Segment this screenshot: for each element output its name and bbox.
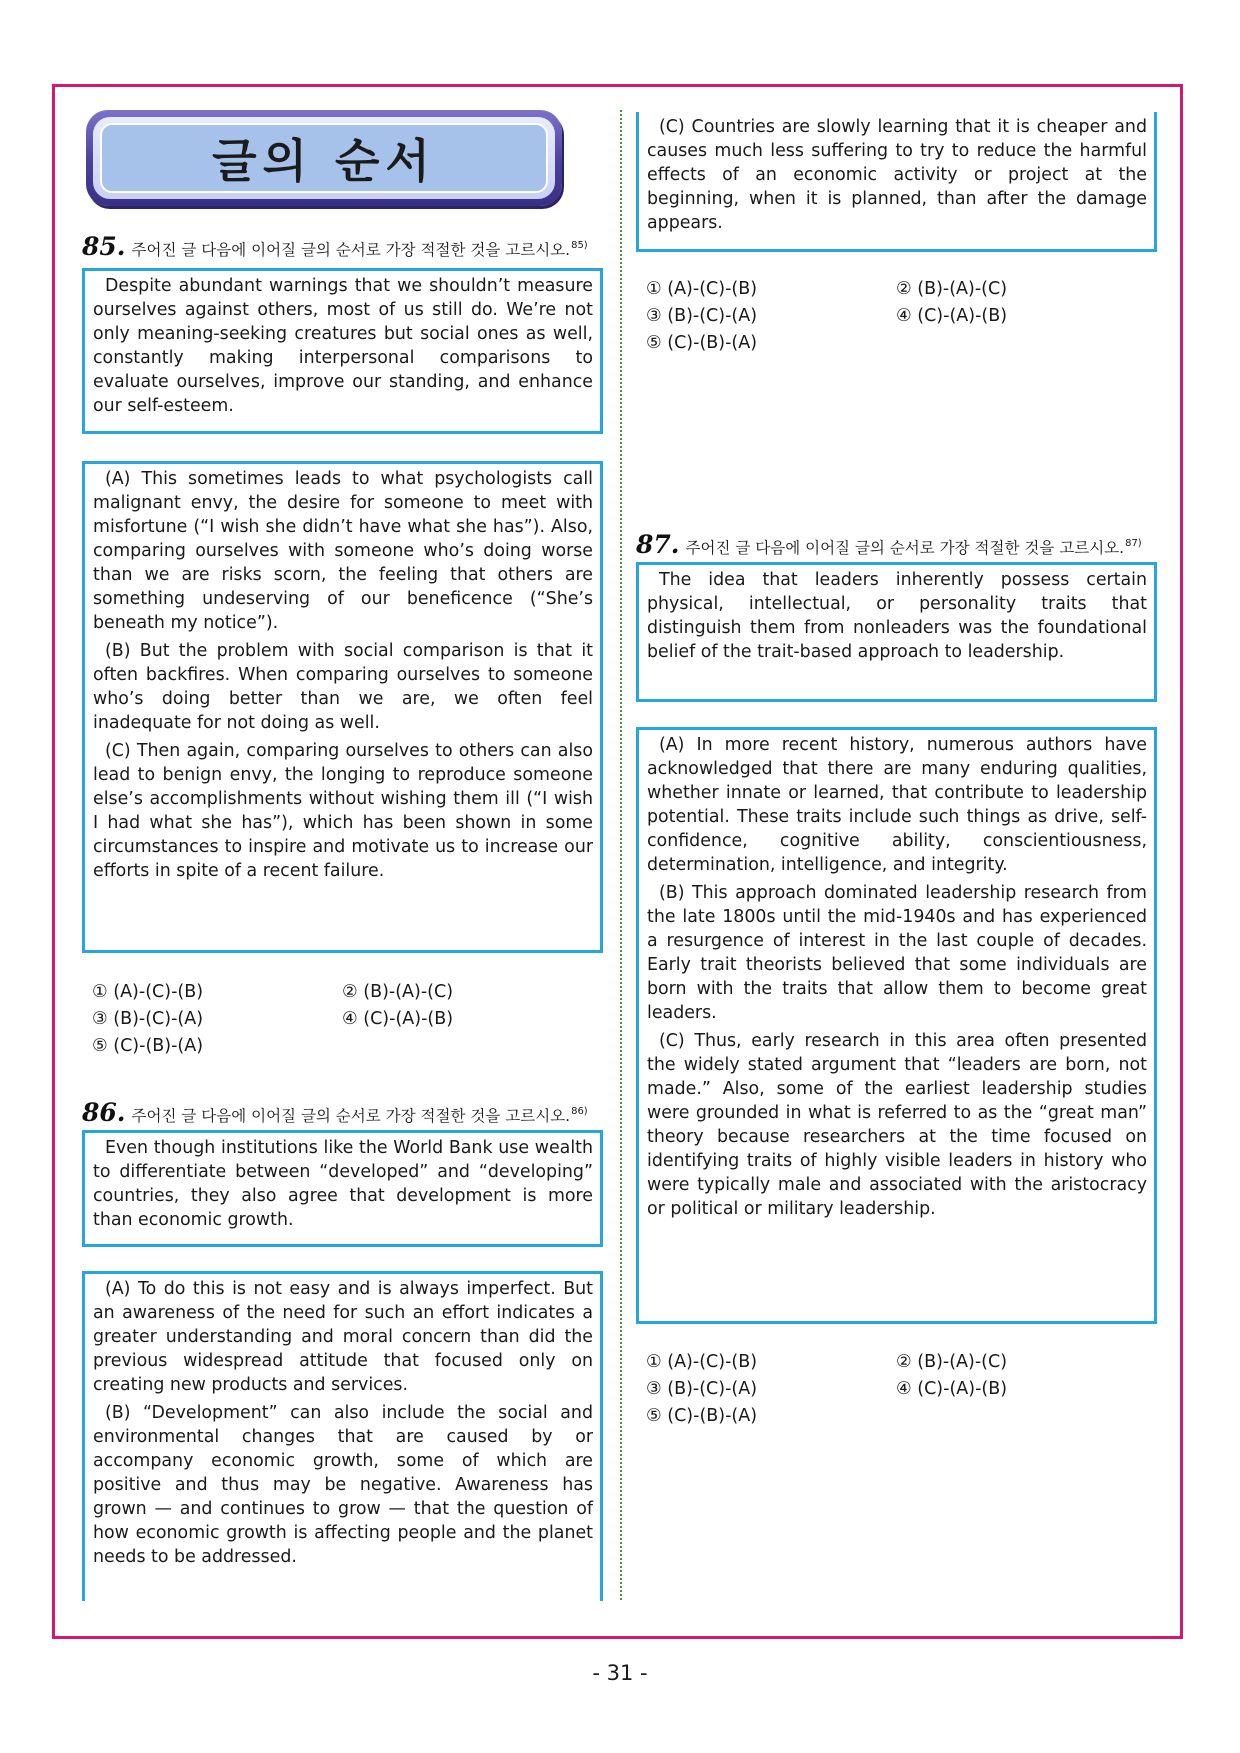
q85-given-passage [82, 268, 603, 434]
choice-2[interactable]: ② (B)-(A)-(C) [342, 982, 454, 1002]
question-number: 87. [636, 530, 680, 559]
paragraph-a: (A) This sometimes leads to what psychologists call malignant envy, the desire for someone to meet with misfortune (“I wish she didn’t have what she has”). Also, comparing ourselves with someone who’s doing worse than we are risks scorn, the feeling that others are something undeserving of our beneficence (“She’s beneath my notice”). [93, 469, 593, 633]
choice-5[interactable]: ⑤ (C)-(B)-(A) [92, 1036, 204, 1056]
paragraph-c: (C) Thus, early research in this area often presented the widely stated argument that “leaders are born, not made.” Also, some of the earliest leadership studies were grounded in what is referred to as the “great man” theory because researchers at the time focused on identifying traits of highly visible leaders in history who were typically male and associated with the aristocracy or political or military leadership. [647, 1031, 1147, 1219]
paragraph-a: (A) To do this is not easy and is always imperfect. But an awareness of the need for such an effort indicates a greater understanding and moral concern than did the previous widespread attitude that focused only on creating new products and services. [93, 1279, 593, 1395]
question-instruction: 주어진 글 다음에 이어질 글의 순서로 가장 적절한 것을 고르시오. [131, 1107, 571, 1125]
given-text: Even though institutions like the World Bank use wealth to differentiate between “developed” and “developing” countries, they also agree that development is more than economic growth. [93, 1138, 593, 1230]
paragraph-c: (C) Countries are slowly learning that it is cheaper and causes much less suffering to try to reduce the harmful effects of an economic activity or project at the beginning, when it is planned, than after the damage appears. [647, 117, 1147, 233]
paragraph-b: (B) But the problem with social comparison is that it often backfires. When comparing ourselves to someone who’s doing better than we are, we often feel inadequate for not doing as well. [93, 641, 593, 733]
choice-5[interactable]: ⑤ (C)-(B)-(A) [646, 333, 758, 353]
question-footnote-ref: 85) [571, 240, 588, 251]
question-instruction: 주어진 글 다음에 이어질 글의 순서로 가장 적절한 것을 고르시오. [131, 241, 571, 259]
choice-1[interactable]: ① (A)-(C)-(B) [646, 1352, 758, 1372]
q85-ordering-passages [82, 461, 603, 953]
choice-1[interactable]: ① (A)-(C)-(B) [646, 279, 758, 299]
choice-4[interactable]: ④ (C)-(A)-(B) [896, 306, 1008, 326]
choice-4[interactable]: ④ (C)-(A)-(B) [342, 1009, 454, 1029]
choice-2[interactable]: ② (B)-(A)-(C) [896, 1352, 1008, 1372]
q86-answer-choices [646, 277, 1146, 357]
question-number: 86. [82, 1098, 126, 1127]
paragraph-b: (B) This approach dominated leadership research from the late 1800s until the mid-1940s and has experienced a resurgence of interest in the last couple of decades. Early trait theorists believed that some individuals are born with the traits that allow them to become great leaders. [647, 883, 1147, 1023]
q87-given-passage [636, 562, 1157, 702]
question-instruction: 주어진 글 다음에 이어질 글의 순서로 가장 적절한 것을 고르시오. [685, 539, 1125, 557]
choice-3[interactable]: ③ (B)-(C)-(A) [92, 1009, 204, 1029]
question-86-header [82, 1098, 588, 1127]
paragraph-b: (B) “Development” can also include the social and environmental changes that are caused by or accompany economic growth, some of which are positive and thus may be negative. Awareness has grown — and continues to grow — that the question of how economic growth is affecting people and the planet needs to be addressed. [93, 1403, 593, 1567]
q86-ordering-passages [82, 1271, 603, 1601]
question-87-header [636, 530, 1142, 559]
page-number: - 31 - [592, 1661, 648, 1685]
choice-1[interactable]: ① (A)-(C)-(B) [92, 982, 204, 1002]
paragraph-a: (A) In more recent history, numerous authors have acknowledged that there are many enduring qualities, whether innate or learned, that contribute to leadership potential. These traits include such things as drive, self-confidence, cognitive ability, conscientiousness, determination, intelligence, and integrity. [647, 735, 1147, 875]
question-85-header [82, 232, 588, 261]
column-divider [620, 110, 622, 1600]
choice-3[interactable]: ③ (B)-(C)-(A) [646, 306, 758, 326]
q87-ordering-passages [636, 727, 1157, 1324]
section-title-badge [86, 110, 562, 206]
q86-ordering-passages-continued [636, 112, 1157, 252]
question-number: 85. [82, 232, 126, 261]
question-footnote-ref: 86) [571, 1106, 588, 1117]
choice-2[interactable]: ② (B)-(A)-(C) [896, 279, 1008, 299]
choice-5[interactable]: ⑤ (C)-(B)-(A) [646, 1406, 758, 1426]
choice-3[interactable]: ③ (B)-(C)-(A) [646, 1379, 758, 1399]
q85-answer-choices [92, 980, 592, 1060]
given-text: The idea that leaders inherently possess certain physical, intellectual, or personality traits that distinguish them from nonleaders was the foundational belief of the trait-based approach to leadership. [647, 570, 1147, 662]
q87-answer-choices [646, 1350, 1146, 1430]
question-footnote-ref: 87) [1125, 538, 1142, 549]
choice-4[interactable]: ④ (C)-(A)-(B) [896, 1379, 1008, 1399]
q86-given-passage [82, 1130, 603, 1247]
given-text: Despite abundant warnings that we shouldn’t measure ourselves against others, most of us still do. We’re not only meaning-seeking creatures but social ones as well, constantly making interpersonal comparisons to evaluate ourselves, improve our standing, and enhance our self-esteem. [93, 276, 593, 416]
section-title: 글의 순서 [212, 134, 436, 188]
paragraph-c: (C) Then again, comparing ourselves to others can also lead to benign envy, the longing to reproduce someone else’s accomplishments without wishing them ill (“I wish I had what she has”), which has been shown in some circumstances to inspire and motivate us to increase our efforts in spite of a recent failure. [93, 741, 593, 881]
